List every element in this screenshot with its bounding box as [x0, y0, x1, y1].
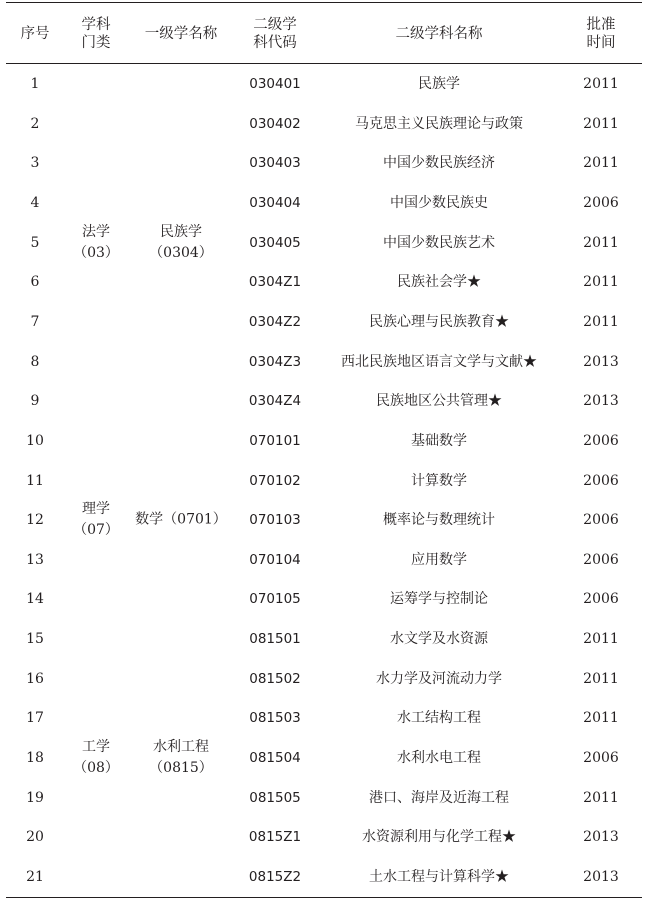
cell-seq: 20	[26, 829, 44, 846]
cell-year: 2006	[583, 551, 619, 568]
header-category	[82, 16, 111, 52]
cell-category	[73, 499, 119, 541]
header-year	[587, 16, 616, 52]
cell-seq: 4	[30, 194, 40, 211]
cell-year: 2011	[583, 789, 619, 806]
cell-category-line: 理学	[81, 501, 110, 518]
cell-code: 0304Z3	[248, 353, 302, 370]
cell-seq: 6	[30, 274, 40, 291]
cell-first-level-line: （0304）	[149, 244, 213, 261]
cell-year: 2011	[583, 631, 619, 648]
header-seq: 序号	[20, 26, 50, 42]
cell-code: 081505	[249, 789, 301, 806]
header-category-line: 学科	[81, 17, 111, 33]
cell-year: 2011	[583, 670, 619, 687]
cell-code: 0304Z1	[248, 274, 302, 291]
cell-second-level: 水工结构工程	[397, 710, 481, 727]
cell-seq: 15	[26, 631, 44, 648]
cell-year: 2013	[583, 353, 619, 370]
cell-year: 2006	[583, 512, 619, 529]
header-code	[253, 16, 297, 52]
cell-first-level-line: 水利工程	[152, 739, 209, 756]
cell-second-level: 水力学及河流动力学	[376, 670, 502, 687]
header-second-level: 二级学科名称	[395, 26, 483, 42]
cell-code: 030401	[249, 76, 301, 92]
cell-second-level: 水资源利用与化学工程★	[362, 829, 516, 846]
cell-seq: 7	[30, 313, 40, 330]
cell-year: 2011	[583, 76, 619, 92]
cell-first-level-line: 数学（0701）	[135, 511, 227, 528]
header-code-line: 二级学	[253, 17, 297, 33]
cell-year: 2006	[583, 750, 619, 767]
cell-year: 2013	[583, 829, 619, 846]
cell-code: 070101	[249, 432, 301, 449]
cell-second-level: 中国少数民族史	[390, 194, 488, 211]
cell-second-level: 中国少数民族艺术	[383, 234, 495, 251]
cell-second-level: 应用数学	[411, 551, 467, 568]
table-header-rule	[6, 63, 642, 64]
cell-seq: 8	[30, 353, 40, 370]
cell-seq: 11	[26, 472, 44, 489]
cell-seq: 14	[26, 591, 44, 608]
cell-year: 2011	[583, 155, 619, 172]
cell-code: 081503	[249, 710, 301, 727]
cell-code: 030404	[249, 194, 301, 211]
cell-seq: 16	[26, 670, 44, 687]
cell-category-line: （07）	[73, 522, 119, 539]
cell-year: 2006	[583, 194, 619, 211]
cell-year: 2013	[583, 869, 619, 885]
cell-category-line: （08）	[73, 760, 119, 777]
cell-first-level	[135, 510, 227, 531]
cell-second-level: 西北民族地区语言文学与文献★	[341, 353, 537, 370]
header-year-line: 批准	[586, 17, 616, 33]
cell-seq: 12	[26, 512, 44, 529]
header-category-line: 门类	[81, 35, 111, 51]
cell-seq: 18	[26, 750, 44, 767]
cell-code: 0304Z4	[248, 393, 302, 410]
cell-code: 0304Z2	[248, 313, 302, 330]
table-bottom-rule	[6, 897, 642, 898]
cell-first-level	[149, 222, 213, 264]
cell-second-level: 运筹学与控制论	[390, 591, 488, 608]
cell-seq: 10	[26, 432, 44, 449]
cell-code: 030405	[249, 234, 301, 251]
cell-code: 0815Z1	[248, 829, 302, 846]
cell-category-line: 工学	[81, 739, 110, 756]
cell-code: 081504	[249, 750, 301, 767]
header-year-line: 时间	[586, 35, 616, 51]
cell-seq: 9	[30, 393, 40, 410]
cell-second-level: 水利水电工程	[397, 750, 481, 767]
cell-category-line: （03）	[73, 244, 119, 261]
cell-first-level-line: 民族学	[159, 223, 202, 240]
cell-first-level	[149, 737, 213, 779]
cell-second-level: 土水工程与计算科学★	[369, 869, 509, 885]
cell-seq: 13	[26, 551, 44, 568]
cell-code: 070104	[249, 551, 301, 568]
cell-year: 2011	[583, 313, 619, 330]
cell-category	[73, 737, 119, 779]
cell-code: 070105	[249, 591, 301, 608]
cell-seq: 5	[30, 234, 40, 251]
header-first-level: 一级学名称	[144, 26, 218, 42]
cell-year: 2011	[583, 274, 619, 291]
cell-seq: 19	[26, 789, 44, 806]
cell-code: 070102	[249, 472, 301, 489]
cell-year: 2011	[583, 234, 619, 251]
cell-code: 030402	[249, 115, 301, 132]
cell-second-level: 港口、海岸及近海工程	[369, 789, 509, 806]
cell-code: 030403	[249, 155, 301, 172]
cell-second-level: 计算数学	[411, 472, 467, 489]
cell-second-level: 概率论与数理统计	[383, 512, 495, 529]
cell-second-level: 马克思主义民族理论与政策	[355, 115, 523, 132]
cell-seq: 17	[26, 710, 44, 727]
cell-seq: 2	[30, 115, 40, 132]
cell-code: 0815Z2	[248, 869, 302, 885]
cell-year: 2013	[583, 393, 619, 410]
header-code-line: 科代码	[253, 35, 297, 51]
cell-category-line: 法学	[81, 223, 110, 240]
cell-year: 2011	[583, 115, 619, 132]
cell-second-level: 基础数学	[411, 432, 467, 449]
cell-year: 2006	[583, 432, 619, 449]
cell-second-level: 民族地区公共管理★	[376, 393, 502, 410]
cell-seq: 3	[30, 155, 40, 172]
cell-second-level: 民族学	[418, 76, 460, 92]
cell-year: 2006	[583, 591, 619, 608]
cell-second-level: 中国少数民族经济	[383, 155, 495, 172]
cell-code: 081502	[249, 670, 301, 687]
cell-category	[73, 222, 119, 264]
cell-year: 2011	[583, 710, 619, 727]
cell-second-level: 民族心理与民族教育★	[369, 313, 509, 330]
cell-year: 2006	[583, 472, 619, 489]
cell-seq: 1	[30, 76, 40, 92]
cell-second-level: 民族社会学★	[397, 274, 481, 291]
cell-seq: 21	[26, 869, 44, 885]
cell-first-level-line: （0815）	[149, 760, 213, 777]
cell-second-level: 水文学及水资源	[390, 631, 488, 648]
table-top-rule	[6, 2, 642, 3]
cell-code: 070103	[249, 512, 301, 529]
cell-code: 081501	[249, 631, 301, 648]
